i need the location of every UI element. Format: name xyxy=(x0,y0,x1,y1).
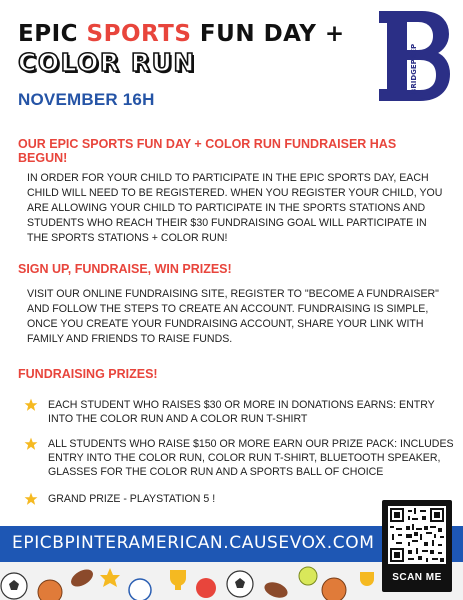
section1-body: IN ORDER FOR YOUR CHILD TO PARTICIPATE IN THE EPIC SPORTS DAY, EACH CHILD WILL NEED TO BE REGISTERED. WHEN YOU REGISTER YOUR CHILD, YOU ARE ALLOWING YOUR CHILD TO PARTICIPATE IN THE SPORTS STATIONS AND STUDENTS WHO REACH THEIR $30 FUNDRAISING GOAL WILL PARTICIPATE IN THE SPORTS STATIONS + COLOR RUN! xyxy=(27,172,443,244)
qr-code-card[interactable] xyxy=(382,500,452,592)
logo-text: BRIDGEPREP xyxy=(410,43,418,94)
basketball-icon xyxy=(322,578,346,600)
trophy-icon xyxy=(360,572,374,586)
football-icon xyxy=(68,566,96,590)
volleyball-icon xyxy=(129,579,151,600)
title-part-funday: FUN DAY + xyxy=(191,21,345,47)
page-title xyxy=(18,21,345,47)
prize-text: EACH STUDENT WHO RAISES $30 OR MORE IN DONATIONS EARNS: ENTRY INTO THE COLOR RUN AND A COLOR RUN T-SHIRT xyxy=(48,399,435,425)
section2-heading: SIGN UP, FUNDRAISE, WIN PRIZES! xyxy=(18,262,232,276)
star-icon xyxy=(24,437,38,451)
football-icon xyxy=(262,579,289,600)
tennis-ball-icon xyxy=(299,567,317,585)
star-icon xyxy=(24,492,38,506)
scan-me-label: SCAN ME xyxy=(392,572,442,583)
ball-icon xyxy=(196,578,216,598)
section3-heading: FUNDRAISING PRIZES! xyxy=(18,367,158,381)
basketball-icon xyxy=(38,580,62,600)
bridgeprep-logo xyxy=(378,10,450,102)
qr-code[interactable] xyxy=(388,506,446,564)
title-part-sports: SPORTS xyxy=(86,21,192,47)
title-part-epic: EPIC xyxy=(18,21,87,47)
event-date: NOVEMBER 16H xyxy=(18,90,155,109)
prize-text: ALL STUDENTS WHO RAISE $150 OR MORE EARN OUR PRIZE PACK: INCLUDES ENTRY INTO THE COLOR RUN, COLOR RUN T-SHIRT, BLUETOOTH SPEAKER, GLASSES FOR THE COLOR RUN AND A SPORTS BALL OF CHOICE xyxy=(48,438,454,478)
qr-code-icon xyxy=(388,506,446,564)
fundraising-link[interactable]: EPICBPINTERAMERICAN.CAUSEVOX.COM xyxy=(12,533,375,553)
prize-text: GRAND PRIZE - PLAYSTATION 5 ! xyxy=(48,493,216,505)
page-subtitle: COLOR RUN xyxy=(18,48,196,77)
trophy-icon xyxy=(170,570,186,586)
star-icon xyxy=(100,568,120,587)
section2-body: VISIT OUR ONLINE FUNDRAISING SITE, REGISTER TO "BECOME A FUNDRAISER" AND FOLLOW THE STEPS TO CREATE AN ACCOUNT. FUNDRAISING IS SIMPLE, ONCE YOU CREATE YOUR FUNDRAISING ACCOUNT, SHARE YOUR LINK WITH FAMILY AND FRIENDS TO RAISE FUNDS. xyxy=(27,288,439,345)
star-icon xyxy=(24,398,38,412)
section1-heading: OUR EPIC SPORTS FUN DAY + COLOR RUN FUNDRAISER HAS BEGUN! xyxy=(18,137,397,165)
